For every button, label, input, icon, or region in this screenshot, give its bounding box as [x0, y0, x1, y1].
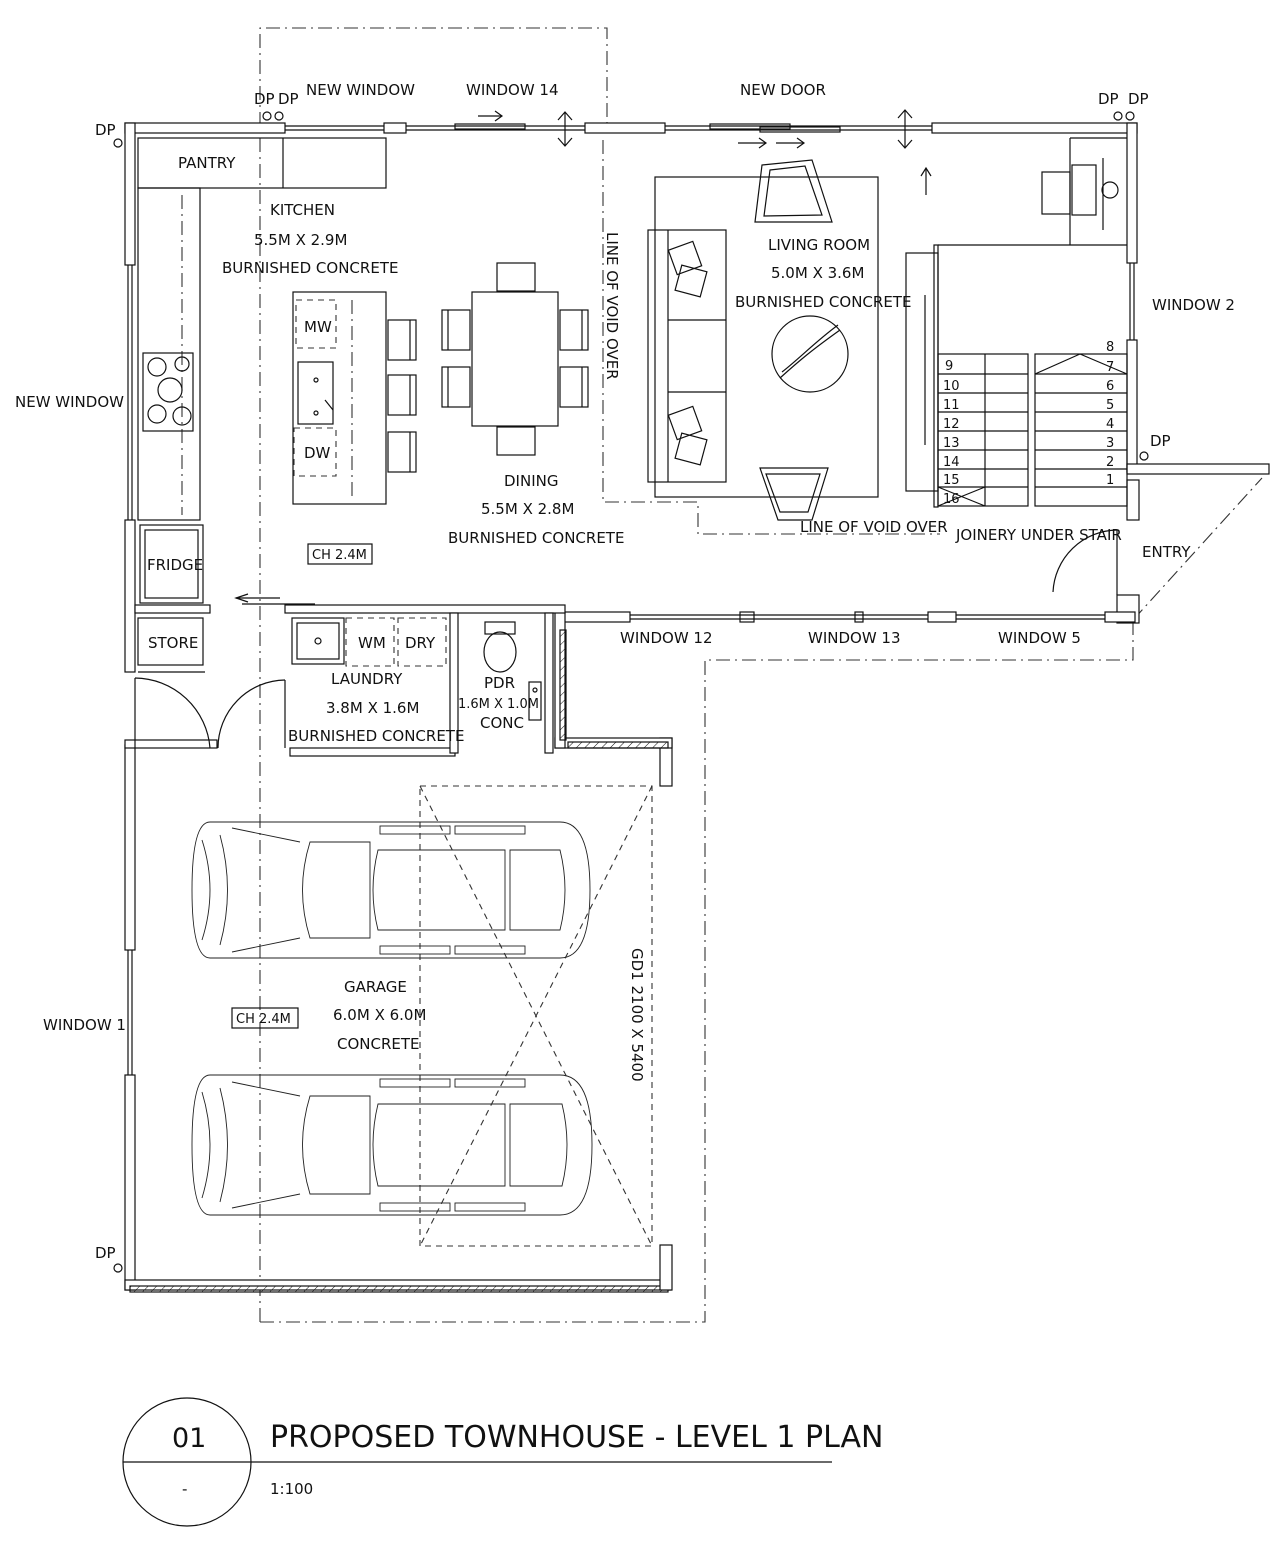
label-pantry: PANTRY [178, 154, 236, 172]
label-ceiling-height: CH 2.4M [312, 548, 367, 563]
stair-number: 15 [943, 473, 960, 488]
title-block [123, 1398, 883, 1526]
label-pdr: PDR [484, 674, 516, 692]
label-dp: DP [1098, 90, 1119, 108]
label-kitchen: KITCHEN [270, 201, 335, 219]
label-kitchen-finish: BURNISHED CONCRETE [222, 259, 399, 277]
stair-number: 1 [1106, 473, 1115, 488]
label-dry: DRY [405, 634, 436, 652]
drawing-title: PROPOSED TOWNHOUSE - LEVEL 1 PLAN [270, 1420, 884, 1455]
label-pdr-finish: CONC [480, 714, 524, 732]
label-dp: DP [95, 121, 116, 139]
stair-number: 6 [1106, 379, 1115, 394]
label-garage-size: 6.0M X 6.0M [333, 1006, 427, 1024]
label-window-13: WINDOW 13 [808, 629, 901, 647]
label-new-window-top: NEW WINDOW [306, 81, 415, 99]
label-laundry: LAUNDRY [331, 670, 403, 688]
label-kitchen-size: 5.5M X 2.9M [254, 231, 348, 249]
label-garage-door: GD1 2100 X 5400 [628, 948, 646, 1082]
label-entry: ENTRY [1142, 543, 1191, 561]
label-laundry-finish: BURNISHED CONCRETE [288, 727, 465, 745]
label-ceiling-height: CH 2.4M [236, 1012, 291, 1027]
label-dp: DP [95, 1244, 116, 1262]
stair-number: 16 [943, 492, 960, 507]
label-window-1: WINDOW 1 [43, 1016, 126, 1034]
label-laundry-size: 3.8M X 1.6M [326, 699, 420, 717]
exterior-walls [125, 123, 1269, 1292]
stair-number: 10 [943, 379, 960, 394]
label-dining-size: 5.5M X 2.8M [481, 500, 575, 518]
label-wm: WM [358, 634, 386, 652]
drawing-scale: 1:100 [270, 1480, 314, 1498]
stair-number: 5 [1106, 398, 1115, 413]
label-dining-finish: BURNISHED CONCRETE [448, 529, 625, 547]
label-fridge: FRIDGE [147, 556, 204, 574]
stair [906, 138, 1127, 507]
stair-number: 4 [1106, 417, 1115, 432]
sheet-number: - [182, 1480, 188, 1498]
label-void-vertical: LINE OF VOID OVER [603, 232, 621, 380]
label-store: STORE [148, 634, 199, 652]
label-window-5: WINDOW 5 [998, 629, 1081, 647]
label-pdr-size: 1.6M X 1.0M [458, 697, 539, 712]
stair-number: 2 [1106, 455, 1115, 470]
label-dp: DP [278, 90, 299, 108]
stair-number: 12 [943, 417, 960, 432]
label-new-door: NEW DOOR [740, 81, 826, 99]
label-dp: DP [1150, 432, 1171, 450]
label-void-horizontal: LINE OF VOID OVER [800, 518, 948, 536]
drawing-number: 01 [172, 1423, 207, 1454]
label-dining: DINING [504, 472, 559, 490]
label-living: LIVING ROOM [768, 236, 871, 254]
stair-number: 7 [1106, 360, 1115, 375]
label-window-2: WINDOW 2 [1152, 296, 1235, 314]
living-furniture [648, 160, 878, 520]
label-joinery: JOINERY UNDER STAIR [956, 526, 1122, 544]
stair-number: 14 [943, 455, 960, 470]
downpipes [114, 112, 1148, 1272]
label-garage: GARAGE [344, 978, 407, 996]
stair-number: 3 [1106, 436, 1115, 451]
label-window-12: WINDOW 12 [620, 629, 713, 647]
label-window-14: WINDOW 14 [466, 81, 559, 99]
label-dp: DP [1128, 90, 1149, 108]
dining-table [442, 263, 588, 455]
label-living-size: 5.0M X 3.6M [771, 264, 865, 282]
label-mw: MW [304, 318, 332, 336]
label-garage-finish: CONCRETE [337, 1035, 420, 1053]
label-dw: DW [304, 444, 331, 462]
label-living-finish: BURNISHED CONCRETE [735, 293, 912, 311]
stair-number: 9 [945, 359, 954, 374]
stair-numbers [943, 340, 1114, 507]
stair-number: 11 [943, 398, 960, 413]
stair-number: 13 [943, 436, 960, 451]
stair-number: 8 [1106, 340, 1115, 355]
label-dp: DP [254, 90, 275, 108]
label-new-window-left: NEW WINDOW [15, 393, 124, 411]
